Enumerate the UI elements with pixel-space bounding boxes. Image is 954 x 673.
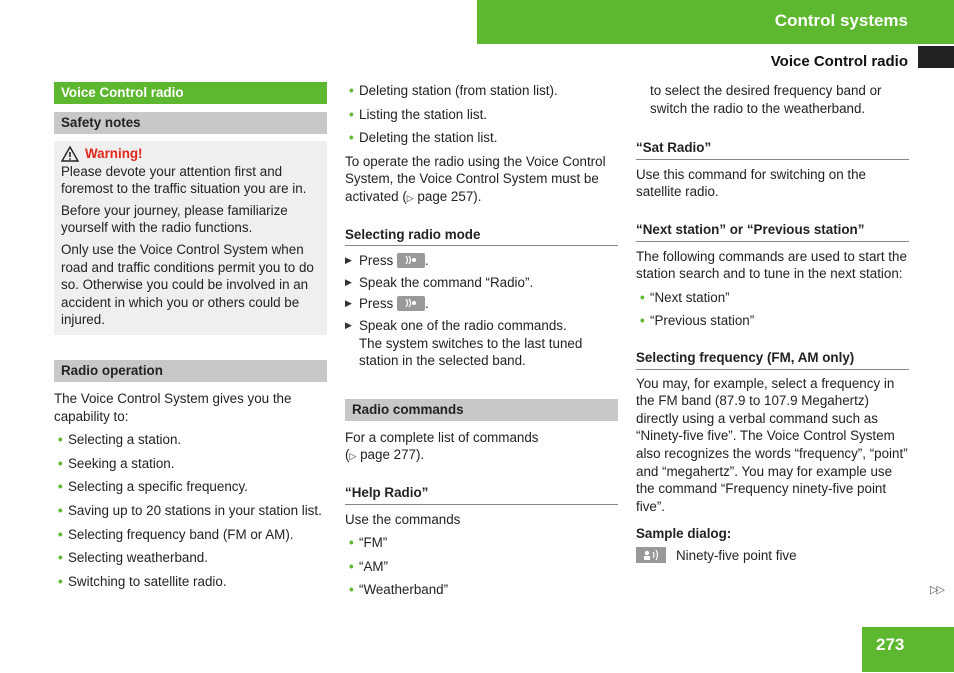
sat-text: Use this command for switching on the satellite radio. (636, 166, 866, 200)
next-heading: “Next station” or “Previous station” (636, 221, 909, 242)
operate-paragraph (345, 153, 618, 208)
continued-text: to select the desired frequency band or switch the radio to the weatherband. (650, 83, 882, 116)
list-item: • Selecting frequency band (FM or AM). (54, 526, 327, 544)
sample-dialog-row (636, 547, 909, 565)
section-title: Control systems (774, 11, 908, 30)
edge-tab-marker (918, 46, 954, 68)
list-item: • Deleting the station list. (345, 129, 618, 147)
radio-operation-heading: Radio operation (54, 360, 327, 382)
list-item: • Saving up to 20 stations in your station list. (54, 502, 327, 520)
help-intro: Use the commands (345, 511, 461, 527)
list-item: • Listing the station list. (345, 106, 618, 124)
list-item: • “Previous station” (636, 312, 909, 330)
list-item: • “Next station” (636, 289, 909, 307)
system-speaks-icon (636, 547, 666, 563)
list-item: • Switching to satellite radio. (54, 573, 327, 591)
warning-paragraph: Only use the Voice Control System when road and traffic conditions permit you to do so. Otherwise you could be involved in an accident in which you or others could be injured. (61, 241, 314, 328)
commands-text-a: For a complete list of commands (345, 429, 539, 445)
freq-text: You may, for example, select a frequency in the FM band (87.9 to 107.9 Megahertz) directly using a verbal command such as “Ninety-five five”. The Voice Control System also recognizes the words “frequency”, “point” and “megahertz”. You may for example use the command “Frequency ninety-five point five”. (636, 375, 908, 514)
list-item: • “AM” (345, 558, 618, 576)
main-heading: Voice Control radio (54, 82, 327, 104)
continue-arrow-icon: ▷▷ (930, 584, 943, 596)
press-label: Press (359, 296, 394, 312)
page-subtitle: Voice Control radio (770, 53, 908, 70)
step-item: ▶ Press . (345, 252, 618, 270)
sample-text: Ninety-five point five (676, 547, 797, 563)
page-ref-arrow-icon: ▷ (349, 451, 357, 462)
operate-text-b: page 257). (413, 188, 482, 204)
operate-text-a: To operate the radio using the Voice Control System, the Voice Control System must be activated ( (345, 153, 606, 204)
talk-button-icon (397, 296, 425, 311)
list-item: • Deleting station (from station list). (345, 82, 618, 100)
page-number: 273 (876, 635, 905, 654)
radio-operation-intro: The Voice Control System gives you the capability to: (54, 390, 292, 424)
column-2 (345, 80, 618, 599)
sat-heading: “Sat Radio” (636, 139, 909, 160)
column-3 (636, 80, 909, 564)
freq-heading: Selecting frequency (FM, AM only) (636, 349, 909, 370)
warning-title-row (61, 145, 321, 163)
step-item: ▶ Press . (345, 295, 618, 313)
list-item: • “FM” (345, 534, 618, 552)
section-header-bar (477, 0, 954, 44)
step-item (345, 317, 618, 370)
help-heading: “Help Radio” (345, 484, 618, 505)
list-item: • Seeking a station. (54, 455, 327, 473)
step-result: The system switches to the last tuned station in the selected band. (359, 335, 583, 369)
column-1 (54, 82, 327, 590)
warning-paragraph: Please devote your attention first and foremost to the traffic situation you are in. (61, 163, 307, 197)
talk-button-icon (397, 253, 425, 268)
list-item: • “Weatherband” (345, 581, 618, 599)
list-item: • Selecting weatherband. (54, 549, 327, 567)
step-text: Speak one of the radio commands. (359, 317, 567, 333)
commands-heading: Radio commands (345, 399, 618, 421)
press-label: Press (359, 253, 394, 269)
mode-heading: Selecting radio mode (345, 226, 618, 247)
step-item: ▶ Speak the command “Radio”. (345, 274, 618, 292)
next-text: The following commands are used to start the station search and to tune in the next station: (636, 248, 907, 282)
page-ref-arrow-icon: ▷ (406, 192, 414, 203)
warning-title: Warning! (85, 146, 143, 161)
list-item: • Selecting a specific frequency. (54, 478, 327, 496)
sample-heading: Sample dialog: (636, 526, 732, 542)
commands-text-b: page 277). (356, 447, 425, 463)
warning-paragraph: Before your journey, please familiarize yourself with the radio functions. (61, 202, 288, 236)
commands-paragraph: For a complete list of commands (▷ page 277). (345, 429, 539, 463)
safety-heading: Safety notes (54, 112, 327, 134)
warning-triangle-icon (61, 146, 79, 162)
page-number-box (862, 627, 954, 672)
warning-box (54, 141, 327, 335)
list-item: • Selecting a station. (54, 431, 327, 449)
